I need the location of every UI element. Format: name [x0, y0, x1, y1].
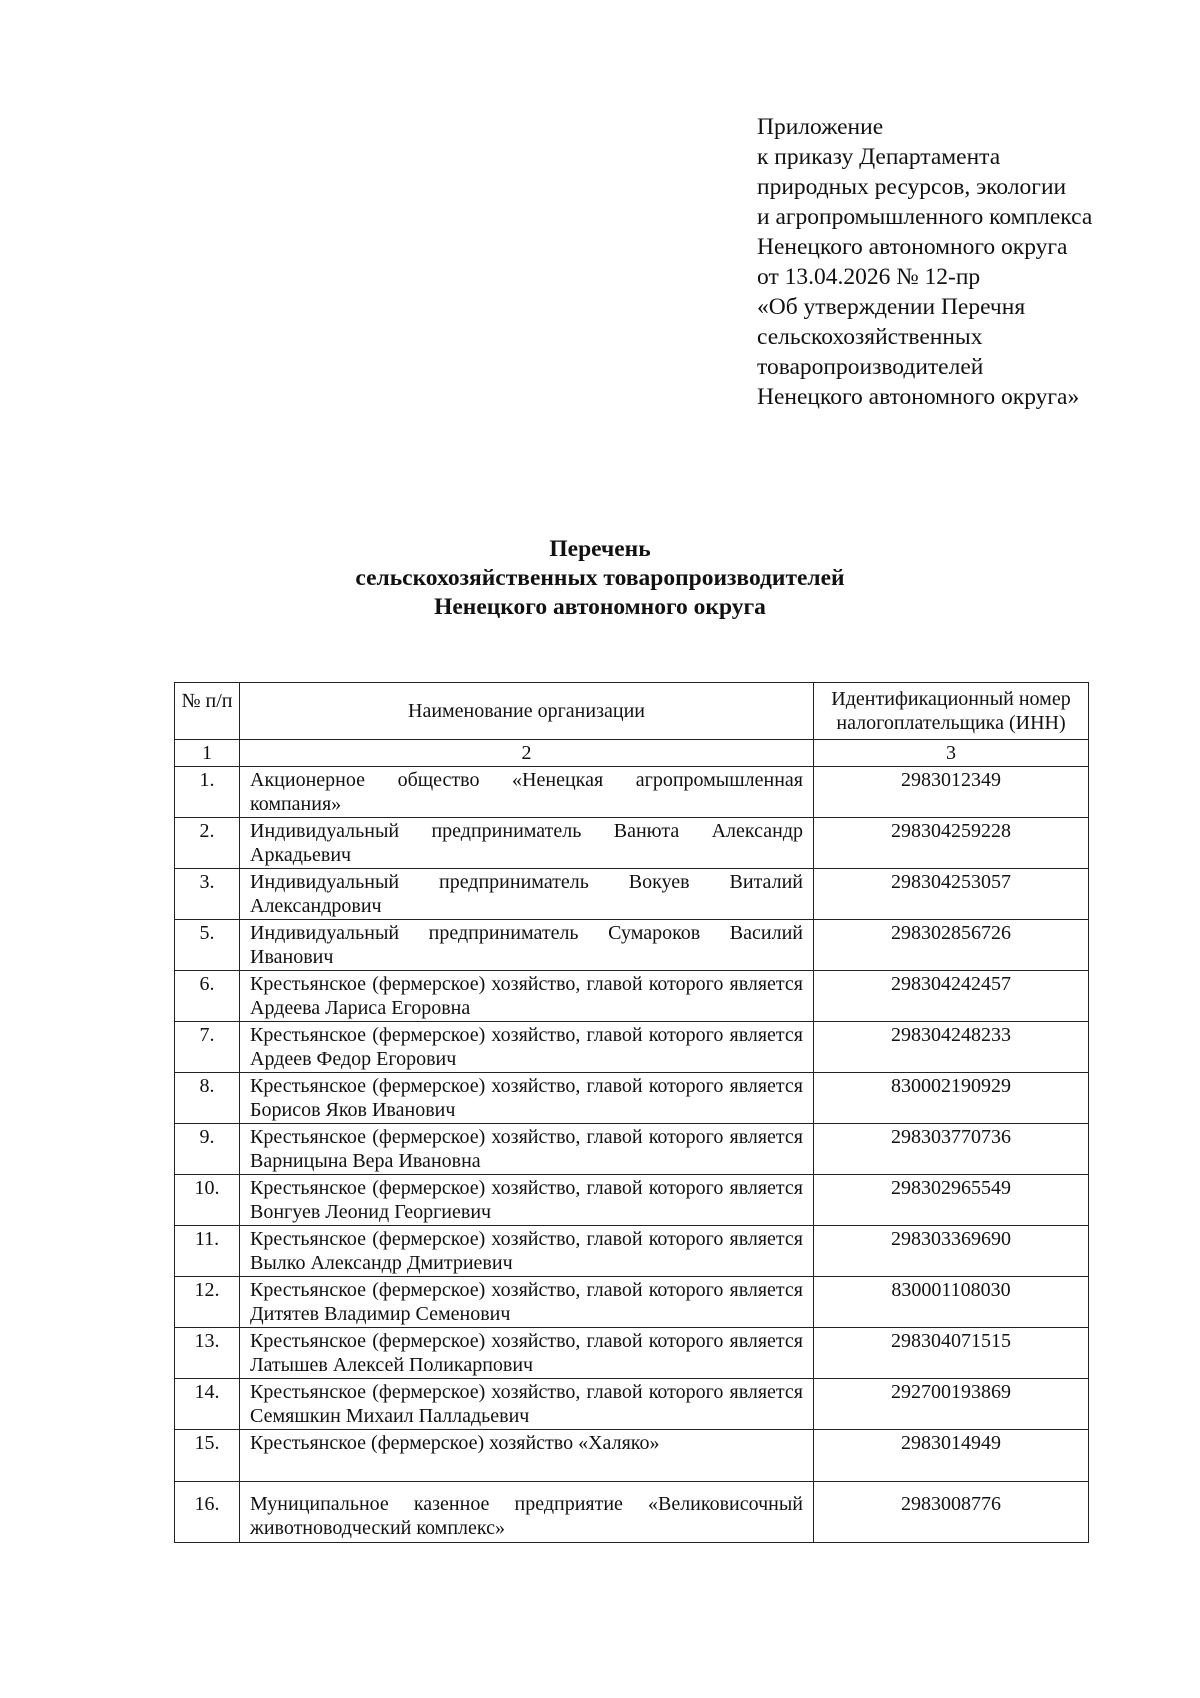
- row-name: Крестьянское (фермерское) хозяйство, главой которого является Вылко Александр Дмитриевич: [240, 1226, 814, 1277]
- row-inn: 2983014949: [814, 1430, 1089, 1482]
- table-row: [175, 1328, 1089, 1379]
- row-num: 9.: [175, 1124, 240, 1175]
- table-header-row: [175, 683, 1089, 740]
- column-number: 1: [175, 740, 240, 767]
- row-inn: 298304071515: [814, 1328, 1089, 1379]
- row-num: 13.: [175, 1328, 240, 1379]
- column-number: 2: [240, 740, 814, 767]
- table-row: [175, 971, 1089, 1022]
- table-row: [175, 818, 1089, 869]
- row-num: 15.: [175, 1430, 240, 1482]
- row-inn: 830002190929: [814, 1073, 1089, 1124]
- annex-line: товаропроизводителей: [757, 354, 984, 380]
- row-inn: 298302965549: [814, 1175, 1089, 1226]
- row-inn: 298304259228: [814, 818, 1089, 869]
- table-row: [175, 869, 1089, 920]
- row-num: 10.: [175, 1175, 240, 1226]
- producers-table: [174, 682, 1089, 1543]
- row-name: Крестьянское (фермерское) хозяйство, главой которого является Вонгуев Леонид Георгиевич: [240, 1175, 814, 1226]
- annex-line: Приложение: [757, 114, 884, 140]
- title-line: Перечень: [549, 536, 651, 562]
- table-row: [175, 1175, 1089, 1226]
- annex-line: и агропромышленного комплекса: [757, 204, 1093, 230]
- annex-line: Ненецкого автономного округа»: [757, 384, 1080, 410]
- row-num: 3.: [175, 869, 240, 920]
- row-name: Крестьянское (фермерское) хозяйство, главой которого является Дитятев Владимир Семенович: [240, 1277, 814, 1328]
- table-row: [175, 767, 1089, 818]
- column-number: 3: [814, 740, 1089, 767]
- column-number-row: [175, 740, 1089, 767]
- row-inn: 298304248233: [814, 1022, 1089, 1073]
- row-name: Акционерное общество «Ненецкая агропромышленная компания»: [240, 767, 814, 818]
- table-row: [175, 920, 1089, 971]
- row-num: 5.: [175, 920, 240, 971]
- row-num: 14.: [175, 1379, 240, 1430]
- table-row: [175, 1022, 1089, 1073]
- table-row: [175, 1226, 1089, 1277]
- row-inn: 298302856726: [814, 920, 1089, 971]
- annex-line: Ненецкого автономного округа: [757, 234, 1068, 260]
- table-row: [175, 1482, 1089, 1543]
- annex-line: к приказу Департамента: [757, 144, 1001, 170]
- annex-line: от 13.04.2026 № 12-пр: [757, 264, 981, 290]
- annex-line: сельскохозяйственных: [757, 324, 983, 350]
- header-name: Наименование организации: [240, 683, 814, 740]
- row-inn: 298304253057: [814, 869, 1089, 920]
- row-inn: 830001108030: [814, 1277, 1089, 1328]
- row-num: 2.: [175, 818, 240, 869]
- row-name: Крестьянское (фермерское) хозяйство, главой которого является Варницына Вера Ивановна: [240, 1124, 814, 1175]
- row-name: Индивидуальный предприниматель Ванюта Александр Аркадьевич: [240, 818, 814, 869]
- row-num: 12.: [175, 1277, 240, 1328]
- header-inn: Идентификационный номер налогоплательщика (ИНН): [814, 683, 1089, 740]
- row-name: Крестьянское (фермерское) хозяйство, главой которого является Борисов Яков Иванович: [240, 1073, 814, 1124]
- row-inn: 298303770736: [814, 1124, 1089, 1175]
- row-inn: 298304242457: [814, 971, 1089, 1022]
- title-line: Ненецкого автономного округа: [434, 594, 766, 620]
- row-num: 7.: [175, 1022, 240, 1073]
- row-name: Индивидуальный предприниматель Вокуев Виталий Александрович: [240, 869, 814, 920]
- row-num: 6.: [175, 971, 240, 1022]
- annex-block: [757, 112, 1177, 412]
- row-name: Крестьянское (фермерское) хозяйство, главой которого является Ардеев Федор Егорович: [240, 1022, 814, 1073]
- table-row: [175, 1379, 1089, 1430]
- header-num: № п/п: [175, 683, 240, 740]
- row-name: Крестьянское (фермерское) хозяйство, главой которого является Ардеева Лариса Егоровна: [240, 971, 814, 1022]
- row-name: Муниципальное казенное предприятие «Великовисочный животноводческий комплекс»: [240, 1482, 814, 1543]
- annex-line: «Об утверждении Перечня: [757, 294, 1026, 320]
- row-inn: 292700193869: [814, 1379, 1089, 1430]
- annex-line: природных ресурсов, экологии: [757, 174, 1067, 200]
- table-row: [175, 1430, 1089, 1482]
- row-name: Крестьянское (фермерское) хозяйство «Халяко»: [240, 1430, 814, 1482]
- row-inn: 2983008776: [814, 1482, 1089, 1543]
- table-row: [175, 1073, 1089, 1124]
- row-num: 1.: [175, 767, 240, 818]
- row-inn: 2983012349: [814, 767, 1089, 818]
- row-name: Индивидуальный предприниматель Сумароков Василий Иванович: [240, 920, 814, 971]
- row-name: Крестьянское (фермерское) хозяйство, главой которого является Латышев Алексей Поликарпович: [240, 1328, 814, 1379]
- row-inn: 298303369690: [814, 1226, 1089, 1277]
- title-line: сельскохозяйственных товаропроизводителей: [355, 565, 845, 591]
- row-num: 16.: [175, 1482, 240, 1543]
- row-num: 11.: [175, 1226, 240, 1277]
- table-row: [175, 1277, 1089, 1328]
- document-title: [0, 535, 1200, 622]
- row-name: Крестьянское (фермерское) хозяйство, главой которого является Семяшкин Михаил Палладьевич: [240, 1379, 814, 1430]
- table-row: [175, 1124, 1089, 1175]
- row-num: 8.: [175, 1073, 240, 1124]
